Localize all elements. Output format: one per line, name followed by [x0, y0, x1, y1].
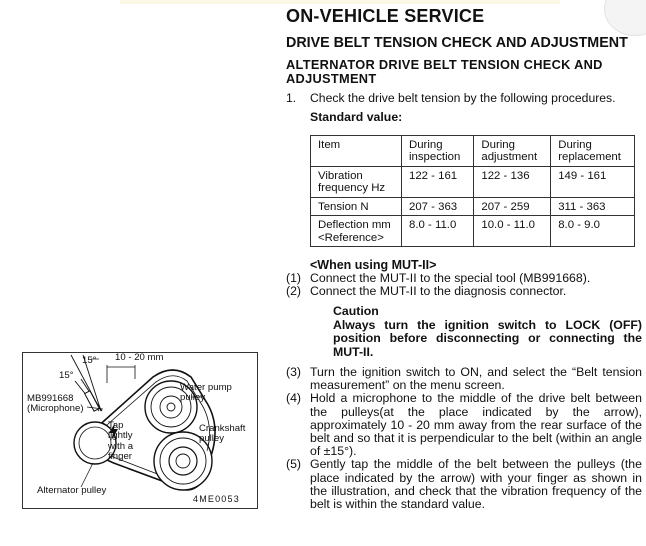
tap-label: Tap lightly with a finger	[108, 420, 134, 463]
table-cell: Tension N	[311, 197, 402, 216]
table-cell: Vibration frequency Hz	[311, 166, 402, 197]
table-cell: 8.0 - 9.0	[551, 216, 635, 247]
angle-label-upper: 15°	[82, 355, 97, 366]
table-header-row	[311, 135, 635, 166]
table-cell: 311 - 363	[551, 197, 635, 216]
table-cell: Deflection mm <Reference>	[311, 216, 402, 247]
caution-box	[333, 305, 642, 359]
step-1-text: Check the drive belt tension by the following procedures.	[310, 90, 616, 105]
table-header-cell: Item	[311, 135, 402, 166]
list-item	[286, 366, 642, 392]
table-cell: 8.0 - 11.0	[402, 216, 474, 247]
alternator-label: Alternator pulley	[37, 485, 107, 496]
main-column	[286, 6, 642, 511]
figure-code: 4ME0053	[193, 494, 240, 504]
table-row	[311, 216, 635, 247]
table-row	[311, 197, 635, 216]
list-item-text: Gently tap the middle of the belt between the pulleys (the place indicated by the arrow) with your finger as shown in the illustration, and check that the vibration frequency of the belt is within the standard value.	[310, 457, 642, 512]
table-cell: 122 - 136	[474, 166, 551, 197]
section-title: DRIVE BELT TENSION CHECK AND ADJUSTMENT	[286, 35, 628, 51]
table-header-cell: During replacement	[551, 135, 635, 166]
list-item-text: Turn the ignition switch to ON, and select the “Belt tension measurement” on the menu screen.	[310, 365, 642, 393]
spec-table	[310, 135, 635, 248]
list-item-number: (1)	[286, 271, 302, 285]
page-title: ON-VEHICLE SERVICE	[286, 6, 485, 26]
belt-illustration	[22, 352, 258, 509]
list-item-number: (2)	[286, 284, 302, 299]
microphone-label: MB991668 (Microphone)	[27, 393, 84, 415]
list-item-text: Hold a microphone to the middle of the drive belt between the pulleys(at the place indicated by the arrow), approximately 10 - 20 mm away from the rear surface of the belt and so that it is perpendicular to the belt (within an angle of ±15°).	[310, 391, 642, 459]
list-item-number: (4)	[286, 391, 302, 406]
table-cell: 10.0 - 11.0	[474, 216, 551, 247]
water-pump-label: Water pump pulley	[180, 382, 232, 404]
table-cell: 207 - 363	[402, 197, 474, 216]
top-strip	[120, 0, 560, 4]
table-header-cell: During adjustment	[474, 135, 551, 166]
list-item-text: Connect the MUT-II to the diagnosis connector.	[310, 284, 567, 299]
list-item-number: (5)	[286, 457, 302, 472]
caution-label: Caution	[333, 304, 379, 319]
table-cell: 207 - 259	[474, 197, 551, 216]
subsection-title: ALTERNATOR DRIVE BELT TENSION CHECK AND ADJUSTMENT	[286, 56, 603, 86]
angle-label-lower: 15°	[59, 370, 74, 381]
crankshaft-label: Crankshaft pulley	[199, 423, 246, 445]
mut-title: <When using MUT-II>	[310, 258, 437, 272]
standard-value-label: Standard value:	[310, 109, 403, 124]
distance-label: 10 - 20 mm	[115, 352, 164, 363]
list-item	[286, 285, 642, 298]
step-1	[286, 91, 642, 105]
table-header-cell: During inspection	[402, 135, 474, 166]
list-item-number: (3)	[286, 365, 302, 380]
list-item	[286, 392, 642, 458]
list-item-text: Connect the MUT-II to the special tool (MB991668).	[310, 271, 591, 285]
caution-text: Always turn the ignition switch to LOCK (OFF) position before disconnecting or connecting the MUT-II.	[333, 317, 642, 359]
table-cell: 149 - 161	[551, 166, 635, 197]
step-1-number: 1.	[286, 90, 297, 105]
table-cell: 122 - 161	[402, 166, 474, 197]
mut-section	[286, 259, 642, 511]
table-row	[311, 166, 635, 197]
list-item	[286, 458, 642, 511]
